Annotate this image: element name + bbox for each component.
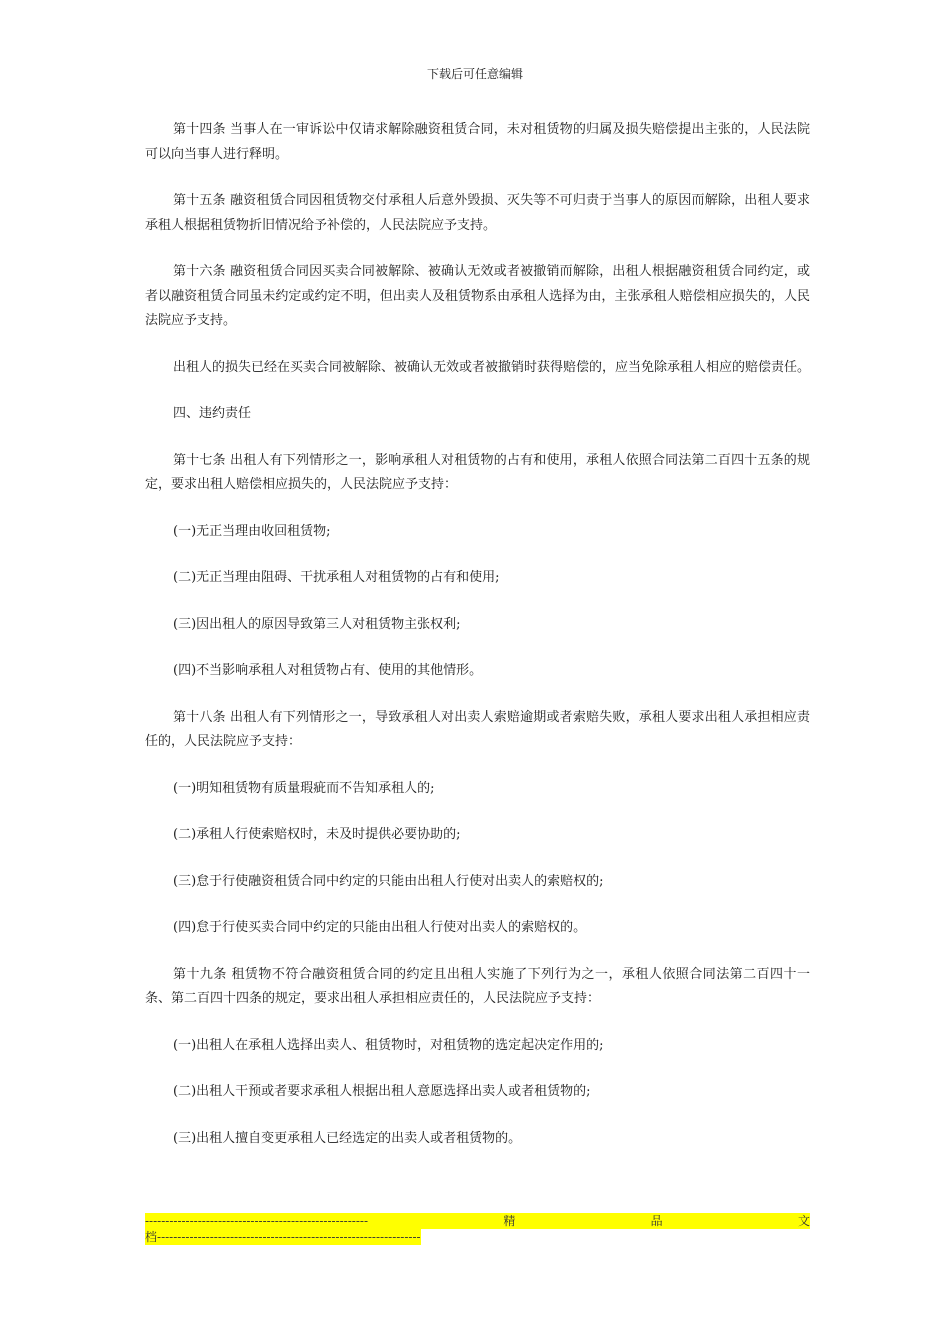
- footer-char: 文: [797, 1214, 810, 1228]
- article-16-paragraph-2: 出租人的损失已经在买卖合同被解除、被确认无效或者被撤销时获得赔偿的，应当免除承租人相应的赔偿责任。: [173, 359, 811, 375]
- article-18-item-1: (一)明知租赁物有质量瑕疵而不告知承租人的;: [173, 780, 435, 796]
- article-17: 第十七条 出租人有下列情形之一，影响承租人对租赁物的占有和使用，承租人依照合同法第二百四十五条的规定，要求出租人赔偿相应损失的，人民法院应予支持：: [145, 452, 810, 492]
- article-17-item-2: (二)无正当理由阻碍、干扰承租人对租赁物的占有和使用;: [173, 570, 500, 585]
- footer-char: 品: [650, 1214, 663, 1228]
- article-18-item-2: (二)承租人行使索赔权时，未及时提供必要协助的;: [173, 827, 461, 842]
- header-title: 下载后可任意编辑: [426, 67, 523, 81]
- article-16: 第十六条 融资租赁合同因买卖合同被解除、被确认无效或者被撤销而解除，出租人根据融资租赁合同约定，或者以融资租赁合同虽未约定或约定不明，但出卖人及租赁物系由承租人选择为由，主张承租人赔偿相应损失的，人民法院应予支持。: [145, 264, 810, 328]
- section-heading: 四、违约责任: [173, 406, 252, 421]
- article-15: 第十五条 融资租赁合同因租赁物交付承租人后意外毁损、灭失等不可归责于当事人的原因而解除，出租人要求承租人根据租赁物折旧情况给予补偿的，人民法院应予支持。: [145, 193, 810, 233]
- article-19-item-3: (三)出租人擅自变更承租人已经选定的出卖人或者租赁物的。: [173, 1130, 522, 1146]
- document-body: [145, 118, 810, 1173]
- article-18-item-3: (三)怠于行使融资租赁合同中约定的只能由出租人行使对出卖人的索赔权的;: [173, 873, 604, 889]
- footer-dashes: -----------------------------------------------------------------: [157, 1230, 421, 1244]
- article-19-item-2: (二)出租人干预或者要求承租人根据出租人意愿选择出卖人或者租赁物的;: [173, 1084, 591, 1099]
- footer-highlight-line-1: [145, 1213, 810, 1229]
- article-17-item-4: (四)不当影响承租人对租赁物占有、使用的其他情形。: [173, 663, 483, 678]
- page-header: [0, 66, 950, 82]
- article-18: 第十八条 出租人有下列情形之一，导致承租人对出卖人索赔逾期或者索赔失败，承租人要求出租人承担相应责任的，人民法院应予支持：: [145, 709, 810, 749]
- article-14: 第十四条 当事人在一审诉讼中仅请求解除融资租赁合同，未对租赁物的归属及损失赔偿提出主张的，人民法院可以向当事人进行释明。: [145, 122, 810, 162]
- article-17-item-3: (三)因出租人的原因导致第三人对租赁物主张权利;: [173, 616, 461, 632]
- article-17-item-1: (一)无正当理由收回租赁物;: [173, 523, 331, 539]
- page-footer: [145, 1213, 810, 1249]
- article-19: 第十九条 租赁物不符合融资租赁合同的约定且出租人实施了下列行为之一，承租人依照合同法第二百四十一条、第二百四十四条的规定，要求出租人承担相应责任的，人民法院应予支持：: [145, 966, 810, 1006]
- footer-char: 档: [145, 1230, 158, 1244]
- footer-dashes: -------------------------------------------------------: [145, 1214, 369, 1228]
- article-19-item-1: (一)出租人在承租人选择出卖人、租赁物时，对租赁物的选定起决定作用的;: [173, 1037, 604, 1053]
- footer-char: 精: [503, 1214, 516, 1228]
- footer-highlight-line-2: [145, 1229, 421, 1245]
- article-18-item-4: (四)怠于行使买卖合同中约定的只能由出租人行使对出卖人的索赔权的。: [173, 920, 587, 935]
